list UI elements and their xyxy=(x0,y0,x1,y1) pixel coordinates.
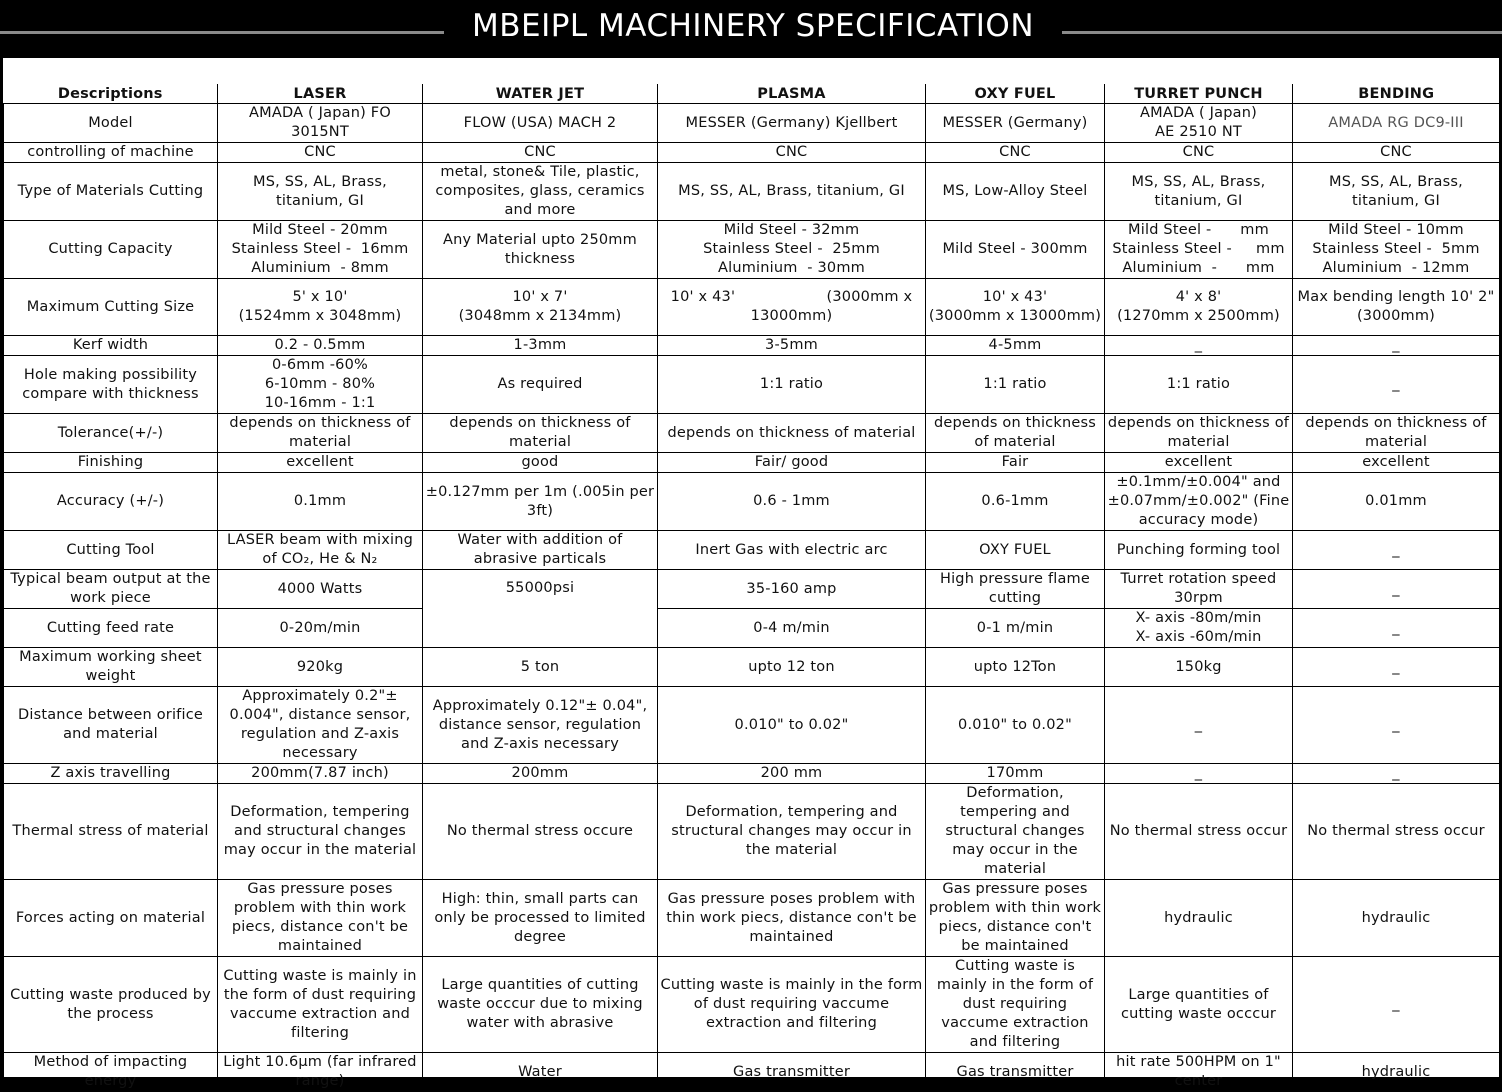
cell-laser: excellent xyxy=(218,453,423,473)
cell-laser: LASER beam with mixing of CO₂, He & N₂ xyxy=(218,531,423,570)
table-row-waste xyxy=(4,957,1500,1053)
cell-plasma: MESSER (Germany) Kjellbert xyxy=(658,104,926,143)
table-row-finishing xyxy=(4,453,1500,473)
cell-bending: hydraulic xyxy=(1293,1053,1500,1092)
table-row-thermal xyxy=(4,784,1500,880)
cell-oxy-fuel: 4-5mm xyxy=(926,336,1105,356)
header-row xyxy=(4,84,1500,104)
cell-bending: hydraulic xyxy=(1293,880,1500,957)
cell-plasma: 35-160 amp xyxy=(658,570,926,609)
cell-turret-punch: excellent xyxy=(1105,453,1293,473)
cell-laser: 0-6mm -60% 6-10mm - 80% 10-16mm - 1:1 xyxy=(218,356,423,414)
cell-water-jet: High: thin, small parts can only be processed to limited degree xyxy=(423,880,658,957)
cell-bending: _ xyxy=(1293,609,1500,648)
cell-plasma: 3-5mm xyxy=(658,336,926,356)
row-label: Tolerance(+/-) xyxy=(4,414,218,453)
cell-turret-punch: hydraulic xyxy=(1105,880,1293,957)
row-label: Finishing xyxy=(4,453,218,473)
row-label: Z axis travelling xyxy=(4,764,218,784)
cell-turret-punch: No thermal stress occur xyxy=(1105,784,1293,880)
cell-laser: depends on thickness of material xyxy=(218,414,423,453)
cell-laser: Deformation, tempering and structural changes may occur in the material xyxy=(218,784,423,880)
table-row-capacity xyxy=(4,221,1500,279)
row-label: controlling of machine xyxy=(4,143,218,163)
row-label: Model xyxy=(4,104,218,143)
cell-oxy-fuel: Cutting waste is mainly in the form of dust requiring vaccume extraction and filtering xyxy=(926,957,1105,1053)
cell-bending: _ xyxy=(1293,570,1500,609)
cell-water-jet: No thermal stress occure xyxy=(423,784,658,880)
table-row-kerf xyxy=(4,336,1500,356)
row-label: Cutting waste produced by the process xyxy=(4,957,218,1053)
cell-plasma: 1:1 ratio xyxy=(658,356,926,414)
cell-turret-punch: Mild Steel - mm Stainless Steel - mm Aluminium - mm xyxy=(1105,221,1293,279)
cell-turret-punch: depends on thickness of material xyxy=(1105,414,1293,453)
cell-plasma: Gas transmitter xyxy=(658,1053,926,1092)
cell-plasma: MS, SS, AL, Brass, titanium, GI xyxy=(658,163,926,221)
col-header-laser: LASER xyxy=(218,84,423,104)
row-label: Hole making possibility compare with thickness xyxy=(4,356,218,414)
cell-laser: Cutting waste is mainly in the form of dust requiring vaccume extraction and filtering xyxy=(218,957,423,1053)
cell-oxy-fuel: Mild Steel - 300mm xyxy=(926,221,1105,279)
cell-water-jet: ±0.127mm per 1m (.005in per 3ft) xyxy=(423,473,658,531)
cell-bending: _ xyxy=(1293,687,1500,764)
cell-bending: Max bending length 10' 2" (3000mm) xyxy=(1293,279,1500,336)
cell-oxy-fuel: Gas pressure poses problem with thin work piecs, distance con't be maintained xyxy=(926,880,1105,957)
spec-table xyxy=(3,84,1500,1092)
cell-turret-punch: _ xyxy=(1105,764,1293,784)
cell-water-jet: Water with addition of abrasive particals xyxy=(423,531,658,570)
table-row-distance xyxy=(4,687,1500,764)
row-label: Cutting feed rate xyxy=(4,609,218,648)
col-header-plasma: PLASMA xyxy=(658,84,926,104)
cell-plasma: 10' x 43' (3000mm x 13000mm) xyxy=(658,279,926,336)
cell-water-jet: Approximately 0.12"± 0.04", distance sensor, regulation and Z-axis necessary xyxy=(423,687,658,764)
cell-bending: excellent xyxy=(1293,453,1500,473)
cell-laser: 0.1mm xyxy=(218,473,423,531)
table-row-control xyxy=(4,143,1500,163)
row-label: Method of impacting energy xyxy=(4,1053,218,1092)
table-row-hole xyxy=(4,356,1500,414)
cell-oxy-fuel: 0.010" to 0.02" xyxy=(926,687,1105,764)
cell-plasma: depends on thickness of material xyxy=(658,414,926,453)
title-banner xyxy=(0,0,1502,58)
cell-plasma: CNC xyxy=(658,143,926,163)
col-header-descriptions: Descriptions xyxy=(4,84,218,104)
cell-water-jet: As required xyxy=(423,356,658,414)
cell-oxy-fuel: 0-1 m/min xyxy=(926,609,1105,648)
cell-plasma: Gas pressure poses problem with thin work piecs, distance con't be maintained xyxy=(658,880,926,957)
cell-turret-punch: X- axis -80m/min X- axis -60m/min xyxy=(1105,609,1293,648)
row-label: Cutting Capacity xyxy=(4,221,218,279)
cell-bending: Mild Steel - 10mm Stainless Steel - 5mm Aluminium - 12mm xyxy=(1293,221,1500,279)
table-row-forces xyxy=(4,880,1500,957)
col-header-bending: BENDING xyxy=(1293,84,1500,104)
banner-rule-left xyxy=(0,31,444,34)
table-row-materials xyxy=(4,163,1500,221)
row-label: Typical beam output at the work piece xyxy=(4,570,218,609)
banner-rule-right xyxy=(1062,31,1502,34)
cell-bending: _ xyxy=(1293,356,1500,414)
cell-turret-punch: 1:1 ratio xyxy=(1105,356,1293,414)
cell-laser: 920kg xyxy=(218,648,423,687)
table-row-tool xyxy=(4,531,1500,570)
cell-oxy-fuel: Deformation, tempering and structural changes may occur in the material xyxy=(926,784,1105,880)
cell-oxy-fuel: Fair xyxy=(926,453,1105,473)
cell-turret-punch: Turret rotation speed 30rpm xyxy=(1105,570,1293,609)
cell-water-jet: FLOW (USA) MACH 2 xyxy=(423,104,658,143)
cell-water-jet: Large quantities of cutting waste occcur due to mixing water with abrasive xyxy=(423,957,658,1053)
cell-laser: 0.2 - 0.5mm xyxy=(218,336,423,356)
row-label: Maximum working sheet weight xyxy=(4,648,218,687)
cell-turret-punch: 150kg xyxy=(1105,648,1293,687)
cell-oxy-fuel: depends on thickness of material xyxy=(926,414,1105,453)
cell-plasma: 0-4 m/min xyxy=(658,609,926,648)
row-label: Distance between orifice and material xyxy=(4,687,218,764)
cell-oxy-fuel: 0.6-1mm xyxy=(926,473,1105,531)
cell-laser: Mild Steel - 20mm Stainless Steel - 16mm Aluminium - 8mm xyxy=(218,221,423,279)
cell-oxy-fuel: Gas transmitter xyxy=(926,1053,1105,1092)
table-row-weight xyxy=(4,648,1500,687)
spec-sheet xyxy=(3,58,1499,1089)
cell-laser: Light 10.6µm (far infrared range) xyxy=(218,1053,423,1092)
row-label: Thermal stress of material xyxy=(4,784,218,880)
cell-water-jet: Any Material upto 250mm thickness xyxy=(423,221,658,279)
cell-turret-punch: _ xyxy=(1105,687,1293,764)
cell-oxy-fuel: 10' x 43' (3000mm x 13000mm) xyxy=(926,279,1105,336)
cell-water-jet: Water xyxy=(423,1053,658,1092)
cell-turret-punch: Large quantities of cutting waste occcur xyxy=(1105,957,1293,1053)
cell-water-jet: CNC xyxy=(423,143,658,163)
cell-turret-punch: ±0.1mm/±0.004" and ±0.07mm/±0.002" (Fine accuracy mode) xyxy=(1105,473,1293,531)
row-label: Type of Materials Cutting xyxy=(4,163,218,221)
cell-oxy-fuel: OXY FUEL xyxy=(926,531,1105,570)
cell-laser: 0-20m/min xyxy=(218,609,423,648)
cell-laser: 4000 Watts xyxy=(218,570,423,609)
row-label: Accuracy (+/-) xyxy=(4,473,218,531)
table-row-size xyxy=(4,279,1500,336)
col-header-oxy-fuel: OXY FUEL xyxy=(926,84,1105,104)
cell-turret-punch: hit rate 500HPM on 1" center xyxy=(1105,1053,1293,1092)
cell-bending: _ xyxy=(1293,648,1500,687)
cell-turret-punch: Punching forming tool xyxy=(1105,531,1293,570)
cell-laser: Gas pressure poses problem with thin work piecs, distance con't be maintained xyxy=(218,880,423,957)
cell-water-jet: 10' x 7' (3048mm x 2134mm) xyxy=(423,279,658,336)
cell-water-jet: 1-3mm xyxy=(423,336,658,356)
cell-oxy-fuel: MS, Low-Alloy Steel xyxy=(926,163,1105,221)
cell-bending: _ xyxy=(1293,764,1500,784)
cell-plasma: Cutting waste is mainly in the form of dust requiring vaccume extraction and filtering xyxy=(658,957,926,1053)
row-label: Forces acting on material xyxy=(4,880,218,957)
cell-oxy-fuel: 170mm xyxy=(926,764,1105,784)
table-row-zaxis xyxy=(4,764,1500,784)
cell-turret-punch: AMADA ( Japan) AE 2510 NT xyxy=(1105,104,1293,143)
cell-bending: _ xyxy=(1293,957,1500,1053)
cell-bending: MS, SS, AL, Brass, titanium, GI xyxy=(1293,163,1500,221)
cell-laser: 5' x 10' (1524mm x 3048mm) xyxy=(218,279,423,336)
cell-water-jet: 200mm xyxy=(423,764,658,784)
cell-oxy-fuel: 1:1 ratio xyxy=(926,356,1105,414)
page-title: MBEIPL MACHINERY SPECIFICATION xyxy=(471,8,1035,44)
col-header-water-jet: WATER JET xyxy=(423,84,658,104)
cell-bending: depends on thickness of material xyxy=(1293,414,1500,453)
cell-plasma: 200 mm xyxy=(658,764,926,784)
cell-turret-punch: _ xyxy=(1105,336,1293,356)
cell-plasma: Deformation, tempering and structural changes may occur in the material xyxy=(658,784,926,880)
cell-plasma: Mild Steel - 32mm Stainless Steel - 25mm Aluminium - 30mm xyxy=(658,221,926,279)
cell-water-jet: 5 ton xyxy=(423,648,658,687)
cell-turret-punch: 4' x 8' (1270mm x 2500mm) xyxy=(1105,279,1293,336)
cell-bending: CNC xyxy=(1293,143,1500,163)
cell-plasma: upto 12 ton xyxy=(658,648,926,687)
table-row-energy xyxy=(4,1053,1500,1092)
cell-water-jet: depends on thickness of material xyxy=(423,414,658,453)
cell-laser: MS, SS, AL, Brass, titanium, GI xyxy=(218,163,423,221)
cell-bending: _ xyxy=(1293,336,1500,356)
row-label: Cutting Tool xyxy=(4,531,218,570)
cell-laser: AMADA ( Japan) FO 3015NT xyxy=(218,104,423,143)
cell-water-jet: 55000psi xyxy=(423,570,658,648)
table-row-output xyxy=(4,570,1500,609)
cell-laser: Approximately 0.2"± 0.004", distance sensor, regulation and Z-axis necessary xyxy=(218,687,423,764)
cell-plasma: Fair/ good xyxy=(658,453,926,473)
table-row-accuracy xyxy=(4,473,1500,531)
cell-bending: _ xyxy=(1293,531,1500,570)
cell-oxy-fuel: High pressure flame cutting xyxy=(926,570,1105,609)
cell-plasma: 0.6 - 1mm xyxy=(658,473,926,531)
cell-oxy-fuel: CNC xyxy=(926,143,1105,163)
cell-oxy-fuel: MESSER (Germany) xyxy=(926,104,1105,143)
col-header-turret-punch: TURRET PUNCH xyxy=(1105,84,1293,104)
table-row-model xyxy=(4,104,1500,143)
cell-laser: 200mm(7.87 inch) xyxy=(218,764,423,784)
cell-bending: No thermal stress occur xyxy=(1293,784,1500,880)
cell-turret-punch: MS, SS, AL, Brass, titanium, GI xyxy=(1105,163,1293,221)
cell-water-jet: good xyxy=(423,453,658,473)
cell-oxy-fuel: upto 12Ton xyxy=(926,648,1105,687)
cell-water-jet: metal, stone& Tile, plastic, composites, glass, ceramics and more xyxy=(423,163,658,221)
cell-bending: AMADA RG DC9-III xyxy=(1293,104,1500,143)
cell-turret-punch: CNC xyxy=(1105,143,1293,163)
cell-laser: CNC xyxy=(218,143,423,163)
table-row-tolerance xyxy=(4,414,1500,453)
cell-plasma: 0.010" to 0.02" xyxy=(658,687,926,764)
row-label: Kerf width xyxy=(4,336,218,356)
cell-bending: 0.01mm xyxy=(1293,473,1500,531)
row-label: Maximum Cutting Size xyxy=(4,279,218,336)
cell-plasma: Inert Gas with electric arc xyxy=(658,531,926,570)
table-row-feed xyxy=(4,609,1500,648)
